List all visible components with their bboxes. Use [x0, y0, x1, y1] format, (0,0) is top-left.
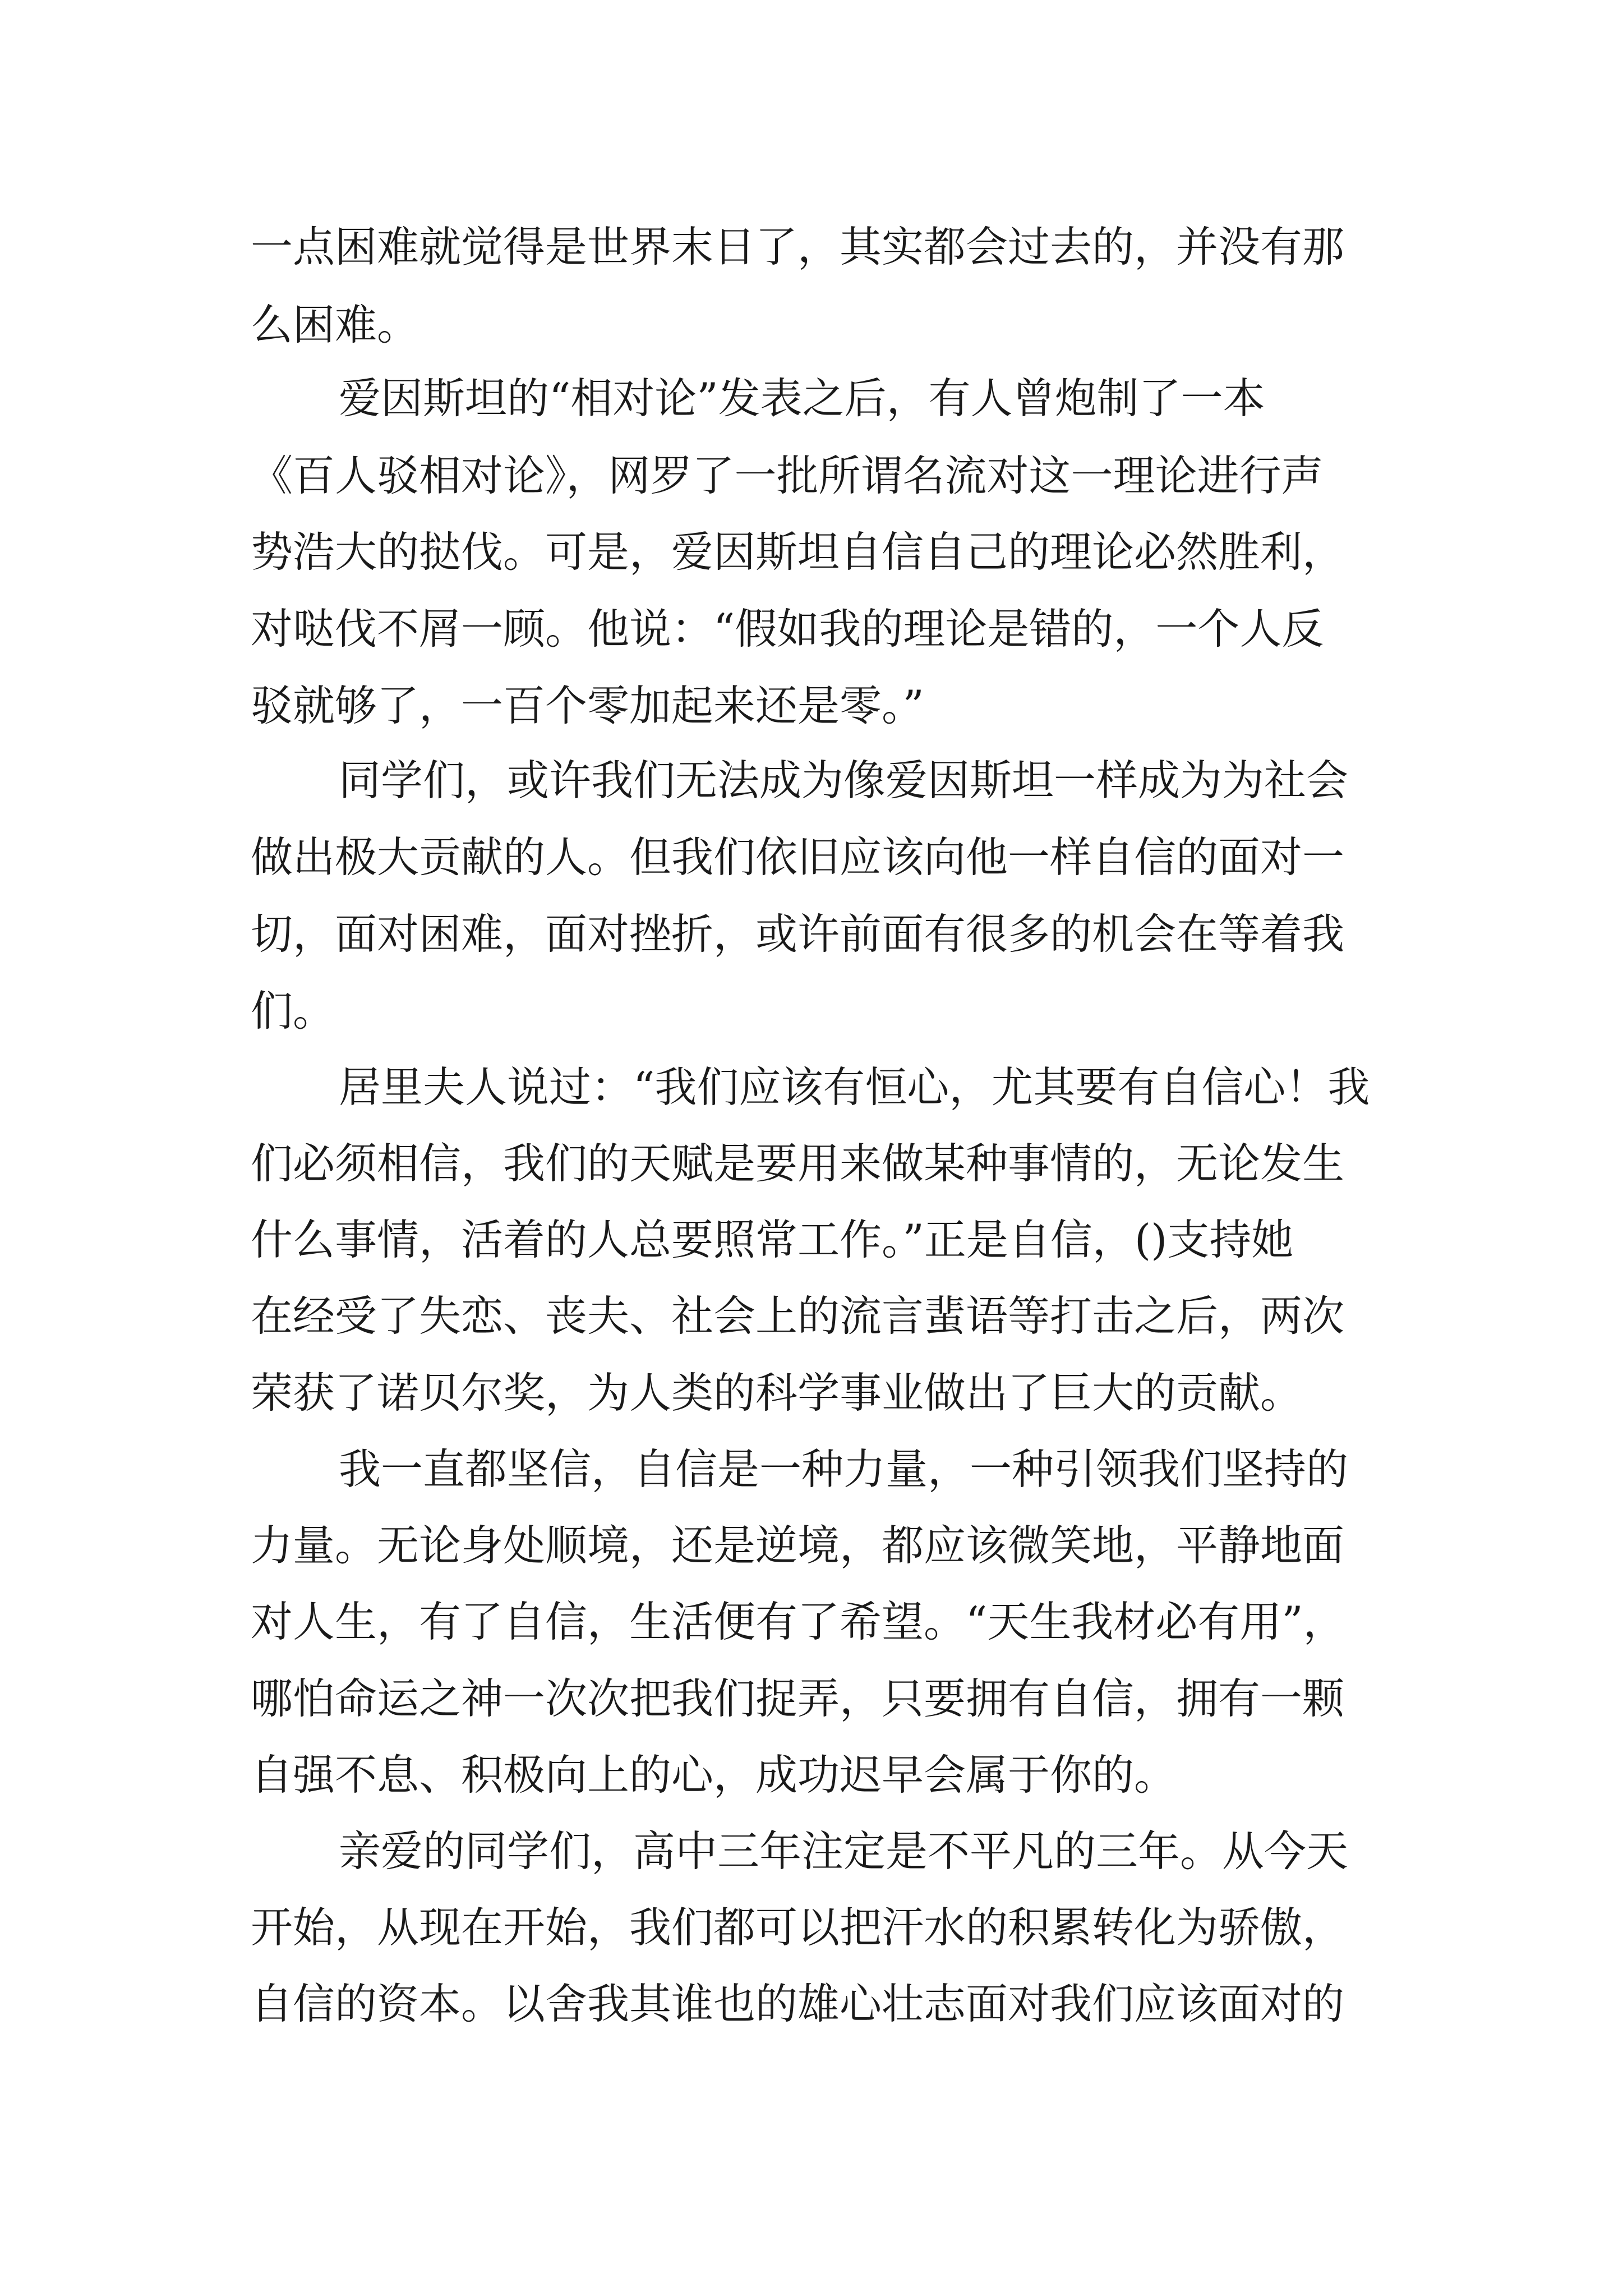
- text-line: 自强不息、积极向上的心，成功迟早会属于你的。: [251, 1750, 1177, 1800]
- text-line: 势浩大的挞伐。可是，爱因斯坦自信自己的理论必然胜利，: [251, 527, 1345, 577]
- text-line: 开始，从现在开始，我们都可以把汗水的积累转化为骄傲，: [251, 1903, 1345, 1952]
- text-line: 《百人驳相对论》，网罗了一批所谓名流对这一理论进行声: [251, 451, 1324, 500]
- text-line: 一点困难就觉得是世界末日了，其实都会过去的，并没有那: [251, 222, 1345, 272]
- text-line: 做出极大贡献的人。但我们依旧应该向他一样自信的面对一: [251, 832, 1345, 882]
- text-line: 居里夫人说过：“我们应该有恒心，尤其要有自信心！我: [339, 1062, 1370, 1112]
- text-line: 爱因斯坦的“相对论”发表之后，有人曾炮制了一本: [339, 374, 1265, 423]
- text-line: 同学们，或许我们无法成为像爱因斯坦一样成为为社会: [339, 756, 1349, 805]
- text-line: 什么事情，活着的人总要照常工作。”正是自信，()支持她: [251, 1215, 1294, 1264]
- text-line: 力量。无论身处顺境，还是逆境，都应该微笑地，平静地面: [251, 1521, 1345, 1570]
- text-line: 对哒伐不屑一顾。他说：“假如我的理论是错的，一个人反: [251, 604, 1324, 654]
- text-line: 我一直都坚信，自信是一种力量，一种引领我们坚持的: [339, 1444, 1349, 1494]
- text-line: 在经受了失恋、丧夫、社会上的流言蜚语等打击之后，两次: [251, 1291, 1345, 1341]
- text-line: 么困难。: [251, 300, 419, 349]
- text-line: 亲爱的同学们，高中三年注定是不平凡的三年。从今天: [339, 1826, 1349, 1876]
- text-line: 自信的资本。以舍我其谁也的雄心壮志面对我们应该面对的: [251, 1979, 1345, 2028]
- text-line: 哪怕命运之神一次次把我们捉弄，只要拥有自信，拥有一颗: [251, 1674, 1345, 1723]
- text-line: 对人生，有了自信，生活便有了希望。“天生我材必有用”，: [251, 1597, 1345, 1646]
- text-line: 荣获了诺贝尔奖，为人类的科学事业做出了巨大的贡献。: [251, 1368, 1303, 1418]
- text-line: 们必须相信，我们的天赋是要用来做某种事情的，无论发生: [251, 1139, 1345, 1188]
- text-line: 们。: [251, 986, 335, 1036]
- text-line: 驳就够了，一百个零加起来还是零。”: [251, 681, 924, 730]
- text-line: 切，面对困难，面对挫折，或许前面有很多的机会在等着我: [251, 909, 1345, 959]
